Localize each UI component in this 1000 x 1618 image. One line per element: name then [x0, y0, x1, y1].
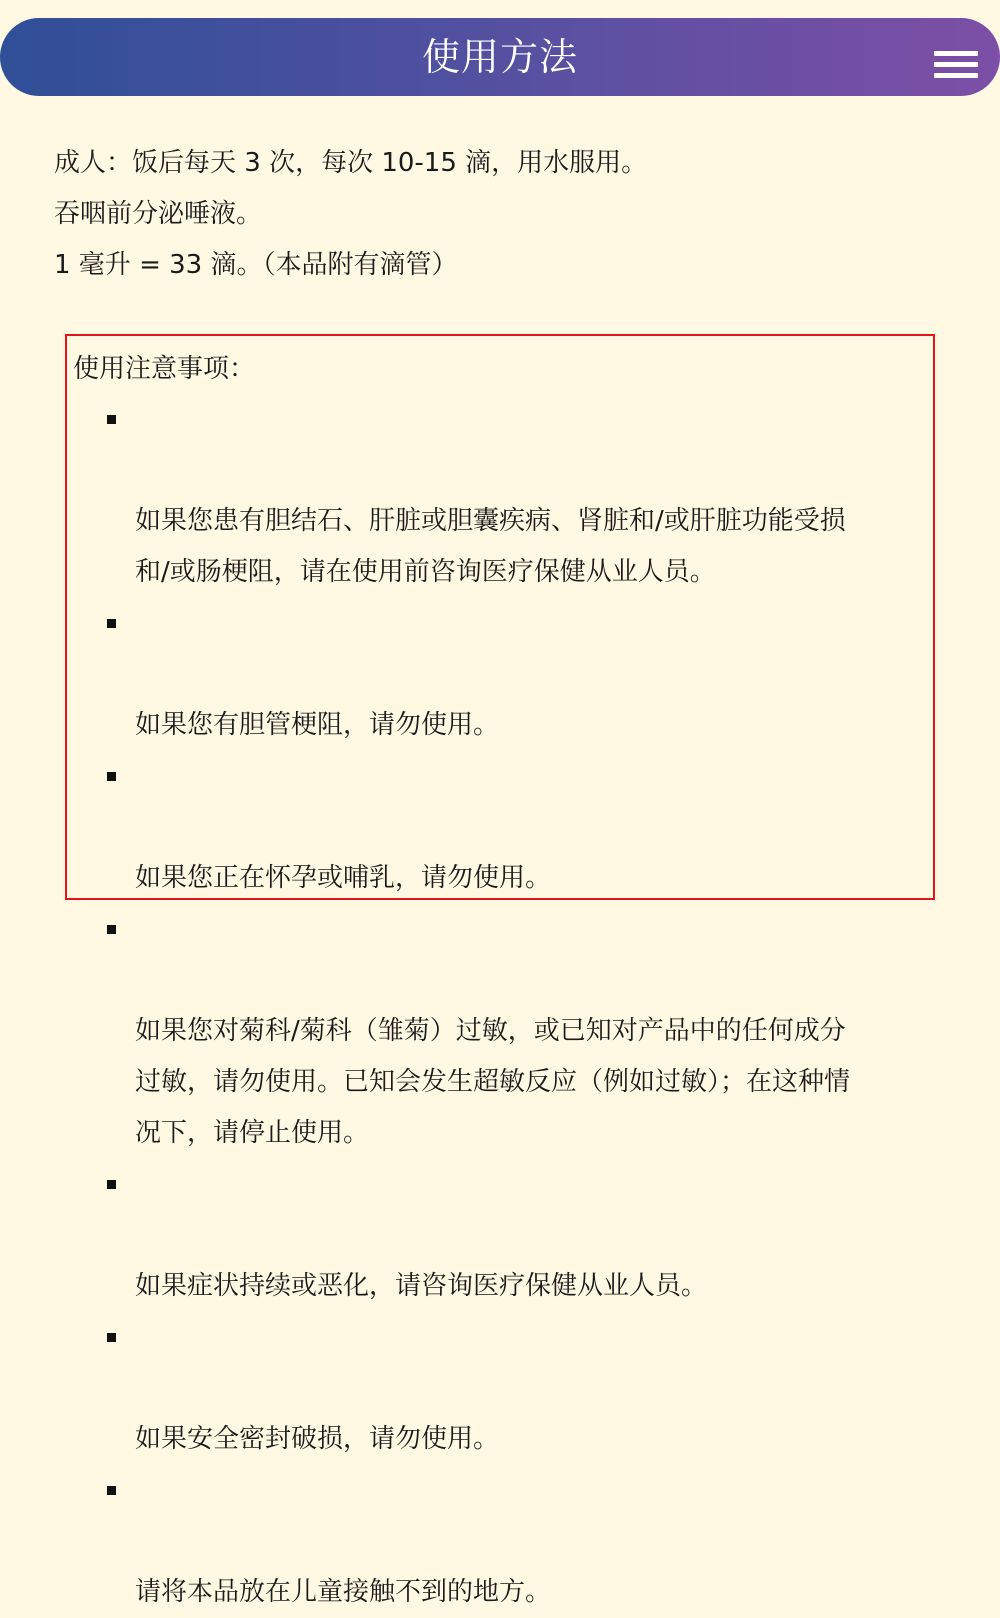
- precaution-text: 如果您正在怀孕或哺乳，请勿使用。: [135, 863, 552, 893]
- precaution-text: 如果您患有胆结石、肝脏或胆囊疾病、肾脏和/或肝脏功能受损 和/或肠梗阻，请在使用前咨询医疗保健从业人员。: [135, 506, 846, 587]
- bullet-icon: [107, 415, 116, 424]
- list-item: [67, 1159, 933, 1312]
- hamburger-menu-icon[interactable]: [934, 51, 978, 79]
- usage-instructions: [54, 138, 954, 291]
- menu-bar: [934, 73, 978, 78]
- precaution-text: 如果您有胆管梗阻，请勿使用。: [135, 710, 500, 740]
- bullet-icon: [107, 1333, 116, 1342]
- bullet-icon: [107, 1180, 116, 1189]
- page-header: [0, 18, 1000, 96]
- list-item: [67, 1312, 933, 1465]
- list-item: [67, 598, 933, 751]
- precaution-text: 如果您对菊科/菊科（雏菊）过敏，或已知对产品中的任何成分 过敏，请勿使用。已知会发生超敏反应（例如过敏）；在这种情 况下，请停止使用。: [135, 1016, 851, 1148]
- list-item: [67, 394, 933, 598]
- page-title: 使用方法: [421, 35, 578, 79]
- precautions-title: 使用注意事项：: [73, 354, 256, 384]
- precaution-text: 请将本品放在儿童接触不到的地方。: [135, 1577, 552, 1607]
- precaution-text: 如果安全密封破损，请勿使用。: [135, 1424, 500, 1454]
- list-item: [67, 751, 933, 904]
- bullet-icon: [107, 772, 116, 781]
- precaution-text: 如果症状持续或恶化，请咨询医疗保健从业人员。: [135, 1271, 708, 1301]
- usage-line-dosage: 成人：饭后每天 3 次，每次 10-15 滴，用水服用。: [54, 148, 648, 178]
- precautions-box: [65, 334, 935, 1607]
- bullet-icon: [107, 1486, 116, 1495]
- menu-bar: [934, 62, 978, 67]
- bullet-icon: [107, 925, 116, 934]
- bullet-icon: [107, 619, 116, 628]
- list-item: [67, 1465, 933, 1618]
- usage-line-saliva: 吞咽前分泌唾液。: [54, 199, 263, 229]
- usage-line-conversion: 1 毫升 = 33 滴。（本品附有滴管）: [54, 250, 458, 280]
- list-item: [67, 904, 933, 1159]
- precautions-list: [67, 394, 933, 1618]
- menu-bar: [934, 51, 978, 56]
